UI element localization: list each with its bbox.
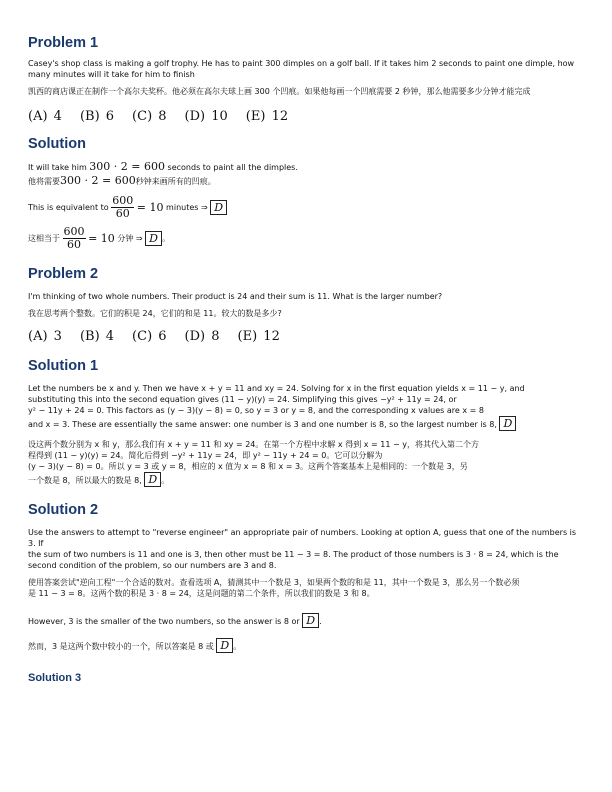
choice-a: (A) 3 xyxy=(28,329,62,344)
solution-heading: Solution xyxy=(28,136,86,152)
choice-a: (A) 4 xyxy=(28,109,62,124)
problem-2-text-en: I'm thinking of two whole numbers. Their product is 24 and their sum is 11. What is the larger number? xyxy=(28,292,443,301)
paragraph-line: 一个数是 8，所以最大的数是 8, D 。 xyxy=(28,473,170,486)
fraction-denominator: 60 xyxy=(67,238,82,251)
paragraph-line: Use the answers to attempt to "reverse engineer" an appropriate pair of numbers. Looking at option A, guess that one of the numbers is 3. If xyxy=(28,528,577,548)
math-expr: = 10 xyxy=(136,201,164,214)
paragraph-line: second condition of the problem, so our numbers are 3 and 8. xyxy=(28,561,277,570)
boxed-answer: D xyxy=(216,638,233,653)
fraction-numerator: 600 xyxy=(63,225,85,238)
text: This is equivalent to xyxy=(28,203,109,212)
solution-2-heading: Solution 2 xyxy=(28,502,99,518)
text: 一个数是 8，所以最大的数是 8, xyxy=(28,476,142,485)
solution-2-conclusion-cn: 然而，3 是这两个数中较小的一个，所以答案是 8 或 D 。 xyxy=(28,639,242,652)
fraction-numerator: 600 xyxy=(112,194,134,207)
solution-2-en xyxy=(28,527,584,571)
fraction-denominator: 60 xyxy=(115,207,130,220)
math-expr: 300 · 2 = 600 xyxy=(60,174,136,187)
choice-c: (C) 6 xyxy=(132,329,167,344)
problem-1-text-cn: 凯西的商店课正在制作一个高尔夫奖杯。他必须在高尔夫球上画 300 个凹痕。如果他每画一个凹痕需要 2 秒钟，那么他需要多少分钟才能完成 xyxy=(28,87,531,96)
boxed-answer: D xyxy=(302,613,319,628)
solution-3-heading: Solution 3 xyxy=(28,672,82,684)
boxed-answer: D xyxy=(210,200,227,215)
solution-line-3 xyxy=(28,195,584,220)
problem-1-text-en: Casey's shop class is making a golf trophy. He has to paint 300 dimples on a golf ball. If it takes him 2 seconds to paint one dimple, how many minutes will it take for him to finish xyxy=(28,59,575,79)
text: minutes ⇒ xyxy=(166,203,208,212)
fraction xyxy=(111,195,134,220)
choice-b: (B) 6 xyxy=(79,109,115,124)
problem-2-text-cn: 我在思考两个整数。它们的积是 24，它们的和是 11。较大的数是多少? xyxy=(28,309,282,318)
solution-line-1 xyxy=(28,161,584,173)
choice-b: (B) 4 xyxy=(79,329,115,344)
boxed-answer: D xyxy=(144,472,161,487)
problem-1-choices xyxy=(28,109,584,125)
paragraph-line xyxy=(28,416,584,431)
solution-2-cn xyxy=(28,577,584,599)
text: However, 3 is the smaller of the two numbers, so the answer is 8 or xyxy=(28,617,300,626)
paragraph-line: 使用答案尝试"逆向工程"一个合适的数对。查看选项 A，猜测其中一个数是 3，如果两个数的和是 11，其中一个数是 3，那么另一个数必须 xyxy=(28,578,520,587)
solution-1-heading: Solution 1 xyxy=(28,358,99,374)
choice-d: (D) 8 xyxy=(184,329,220,344)
problem-1-heading: Problem 1 xyxy=(28,35,99,51)
text: 秒钟来画所有的凹痕。 xyxy=(135,177,216,186)
paragraph-line: 是 11 − 3 = 8。这两个数的积是 3 · 8 = 24，这是问题的第二个条件，所以我们的数是 3 和 8。 xyxy=(28,589,375,598)
boxed-answer: D xyxy=(499,416,516,431)
text: 他将需要 xyxy=(28,177,60,186)
text: 这相当于 xyxy=(28,234,60,243)
boxed-answer: D xyxy=(145,231,162,246)
solution-1-cn xyxy=(28,439,584,487)
problem-2-choices xyxy=(28,329,584,345)
problem-2-heading: Problem 2 xyxy=(28,266,99,282)
text: 分钟 ⇒ xyxy=(117,234,143,243)
paragraph-line: Let the numbers be x and y. Then we have x + y = 11 and xy = 24. Solving for x in the first equation yields x = 11 − y, and xyxy=(28,384,525,393)
choice-e: (E) 12 xyxy=(237,329,280,344)
text: 然而，3 是这两个数中较小的一个，所以答案是 8 或 xyxy=(28,642,214,651)
text: and x = 3. These are essentially the same answer: one number is 3 and one number is 8, so the largest number is 8, xyxy=(28,420,497,429)
fraction xyxy=(63,226,86,251)
solution-1-en xyxy=(28,383,584,431)
text: seconds to paint all the dimples. xyxy=(167,163,298,172)
paragraph-line: y² − 11y + 24 = 0. This factors as (y − 3)(y − 8) = 0, so y = 3 or y = 8, and the corresponding x values are x = 8 xyxy=(28,406,484,415)
text: It will take him xyxy=(28,163,87,172)
solution-line-4: 这相当于 $\frac{600}{60}$ = 10 分钟 ⇒ D 。 xyxy=(28,225,170,251)
choice-d: (D) 10 xyxy=(184,109,228,124)
paragraph-line: 设这两个数分别为 x 和 y，那么我们有 x + y = 11 和 xy = 24。在第一个方程中求解 x 得到 x = 11 − y，将其代入第二个方 xyxy=(28,440,479,449)
math-expr: = 10 xyxy=(88,232,115,245)
paragraph-line: the sum of two numbers is 11 and one is 3, then other must be 11 − 3 = 8. The product of those numbers is 3 · 8 = 24, which is the xyxy=(28,550,559,559)
paragraph-line: 程得到 (11 − y)(y) = 24。简化后得到 −y² + 11y = 24，即 y² − 11y + 24 = 0。它可以分解为 xyxy=(28,451,383,460)
math-expr: 300 · 2 = 600 xyxy=(89,160,165,173)
solution-line-2 xyxy=(28,175,584,187)
paragraph-line: substituting this into the second equation gives (11 − y)(y) = 24. Simplifying this gives −y² + 11y = 24, or xyxy=(28,395,457,404)
solution-2-conclusion-en: However, 3 is the smaller of the two numbers, so the answer is 8 or D . xyxy=(28,614,322,627)
choice-e: (E) 12 xyxy=(245,109,289,124)
choice-c: (C) 8 xyxy=(132,109,167,124)
paragraph-line: (y − 3)(y − 8) = 0。所以 y = 3 或 y = 8，相应的 x 值为 x = 8 和 x = 3。这两个答案基本上是相同的：一个数是 3，另 xyxy=(28,462,468,471)
